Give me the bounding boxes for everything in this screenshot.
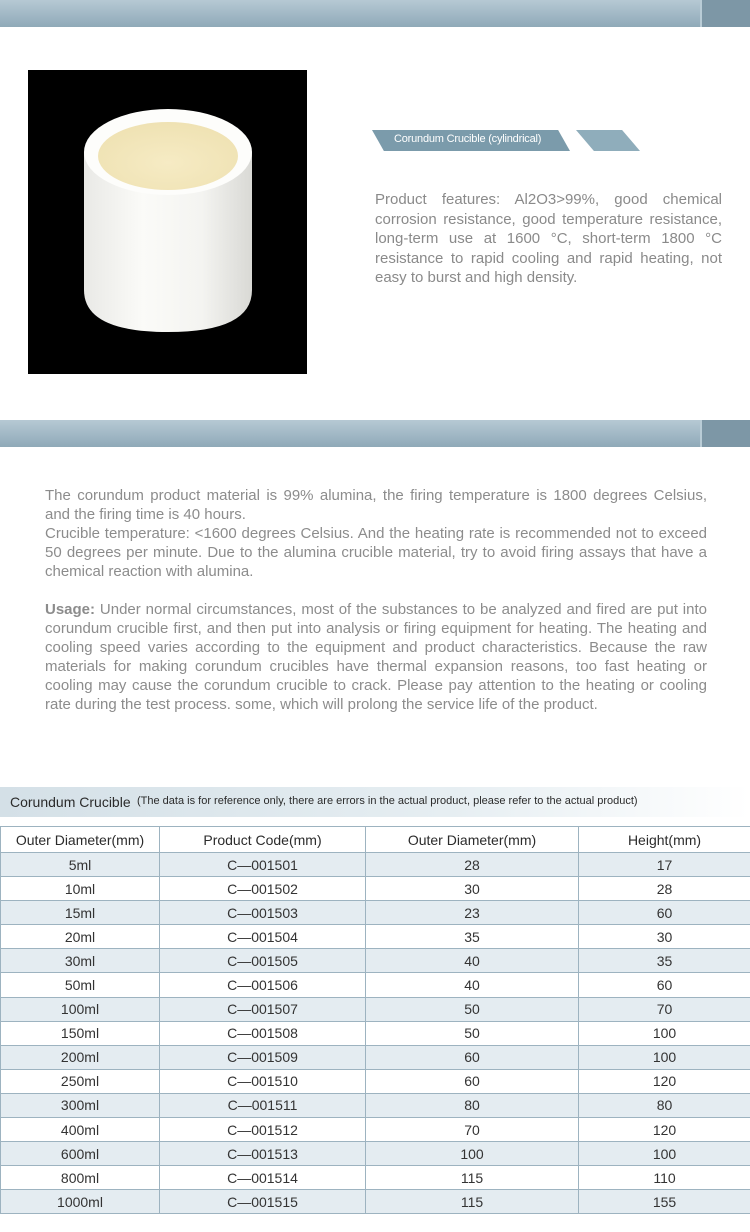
capacity-cell: 1000ml — [1, 1190, 160, 1214]
capacity-cell: 250ml — [1, 1069, 160, 1093]
table-header-row — [1, 827, 750, 853]
table-note: (The data is for reference only, there are errors in the actual product, please refer to the actual product) — [137, 795, 638, 807]
code-cell: C—001512 — [160, 1118, 366, 1142]
code-cell: C—001505 — [160, 949, 366, 973]
table-caption-bar — [0, 787, 750, 817]
table-row — [1, 1093, 750, 1117]
diameter-cell: 70 — [366, 1118, 579, 1142]
code-cell: C—001506 — [160, 973, 366, 997]
table-row — [1, 1045, 750, 1069]
product-features: Product features: Al2O3>99%, good chemical corrosion resistance, good temperature resistance, long-term use at 1600 °C, short-term 1800 °C resistance to rapid cooling and rapid heating, not easy to burst and high density. — [375, 191, 722, 286]
table-row — [1, 1069, 750, 1093]
product-tag — [372, 130, 640, 151]
capacity-cell: 200ml — [1, 1045, 160, 1069]
crucible-photo — [28, 70, 307, 374]
column-header: Height(mm) — [579, 827, 750, 853]
height-cell: 80 — [579, 1093, 750, 1117]
table-row — [1, 973, 750, 997]
code-cell: C—001513 — [160, 1142, 366, 1166]
height-cell: 155 — [579, 1190, 750, 1214]
code-cell: C—001501 — [160, 853, 366, 877]
product-tag-label: Corundum Crucible (cylindrical) — [394, 133, 542, 145]
diameter-cell: 50 — [366, 997, 579, 1021]
material-paragraph: The corundum product material is 99% alumina, the firing temperature is 1800 degrees Celsius, and the firing time is 40 hours. — [45, 487, 707, 523]
section-divider-band — [0, 420, 750, 447]
table-row — [1, 925, 750, 949]
table-row — [1, 1118, 750, 1142]
table-row — [1, 877, 750, 901]
capacity-cell: 800ml — [1, 1166, 160, 1190]
capacity-cell: 600ml — [1, 1142, 160, 1166]
top-banner-band — [0, 0, 750, 27]
code-cell: C—001509 — [160, 1045, 366, 1069]
capacity-cell: 5ml — [1, 853, 160, 877]
diameter-cell: 60 — [366, 1069, 579, 1093]
column-header: Product Code(mm) — [160, 827, 366, 853]
code-cell: C—001508 — [160, 1021, 366, 1045]
height-cell: 120 — [579, 1069, 750, 1093]
diameter-cell: 40 — [366, 973, 579, 997]
capacity-cell: 300ml — [1, 1093, 160, 1117]
usage-label: Usage: — [45, 601, 96, 618]
capacity-cell: 20ml — [1, 925, 160, 949]
banner-cap — [702, 0, 750, 27]
height-cell: 28 — [579, 877, 750, 901]
code-cell: C—001504 — [160, 925, 366, 949]
height-cell: 100 — [579, 1021, 750, 1045]
table-row — [1, 901, 750, 925]
usage-paragraph — [45, 600, 707, 714]
code-cell: C—001502 — [160, 877, 366, 901]
diameter-cell: 28 — [366, 853, 579, 877]
height-cell: 35 — [579, 949, 750, 973]
table-title: Corundum Crucible — [10, 794, 131, 810]
diameter-cell: 23 — [366, 901, 579, 925]
diameter-cell: 60 — [366, 1045, 579, 1069]
tag-ribbon-tail — [576, 130, 640, 151]
column-header: Outer Diameter(mm) — [1, 827, 160, 853]
capacity-cell: 400ml — [1, 1118, 160, 1142]
capacity-cell: 50ml — [1, 973, 160, 997]
diameter-cell: 100 — [366, 1142, 579, 1166]
height-cell: 110 — [579, 1166, 750, 1190]
code-cell: C—001507 — [160, 997, 366, 1021]
table-row — [1, 949, 750, 973]
capacity-cell: 100ml — [1, 997, 160, 1021]
code-cell: C—001511 — [160, 1093, 366, 1117]
height-cell: 100 — [579, 1142, 750, 1166]
height-cell: 60 — [579, 973, 750, 997]
code-cell: C—001510 — [160, 1069, 366, 1093]
diameter-cell: 115 — [366, 1190, 579, 1214]
diameter-cell: 30 — [366, 877, 579, 901]
capacity-cell: 15ml — [1, 901, 160, 925]
table-row — [1, 997, 750, 1021]
table-row — [1, 1190, 750, 1214]
code-cell: C—001503 — [160, 901, 366, 925]
table-row — [1, 1166, 750, 1190]
height-cell: 17 — [579, 853, 750, 877]
code-cell: C—001515 — [160, 1190, 366, 1214]
table-row — [1, 853, 750, 877]
diameter-cell: 80 — [366, 1093, 579, 1117]
height-cell: 100 — [579, 1045, 750, 1069]
capacity-cell: 150ml — [1, 1021, 160, 1045]
code-cell: C—001514 — [160, 1166, 366, 1190]
height-cell: 60 — [579, 901, 750, 925]
usage-text: Under normal circumstances, most of the substances to be analyzed and fired are put into corundum crucible first, and then put into analysis or firing equipment for heating. The heating and cooling speed varies according to the equipment and product characteristics. Because the raw materials for making corundum crucibles have thermal expansion reasons, too fast heating or cooling may cause the corundum crucible to crack. Please pay attention to the heating or cooling rate during the test process. some, which will prolong the service life of the product. — [45, 601, 707, 713]
banner-cap — [702, 420, 750, 447]
capacity-cell: 30ml — [1, 949, 160, 973]
column-header: Outer Diameter(mm) — [366, 827, 579, 853]
height-cell: 70 — [579, 997, 750, 1021]
capacity-cell: 10ml — [1, 877, 160, 901]
diameter-cell: 50 — [366, 1021, 579, 1045]
diameter-cell: 40 — [366, 949, 579, 973]
temperature-paragraph: Crucible temperature: <1600 degrees Celsius. And the heating rate is recommended not to exceed 50 degrees per minute. Due to the alumina crucible material, try to avoid firing assays that have a chemical reaction with alumina. — [45, 525, 707, 580]
height-cell: 30 — [579, 925, 750, 949]
table-row — [1, 1021, 750, 1045]
table-row — [1, 1142, 750, 1166]
spec-table — [0, 826, 750, 1214]
diameter-cell: 35 — [366, 925, 579, 949]
height-cell: 120 — [579, 1118, 750, 1142]
diameter-cell: 115 — [366, 1166, 579, 1190]
